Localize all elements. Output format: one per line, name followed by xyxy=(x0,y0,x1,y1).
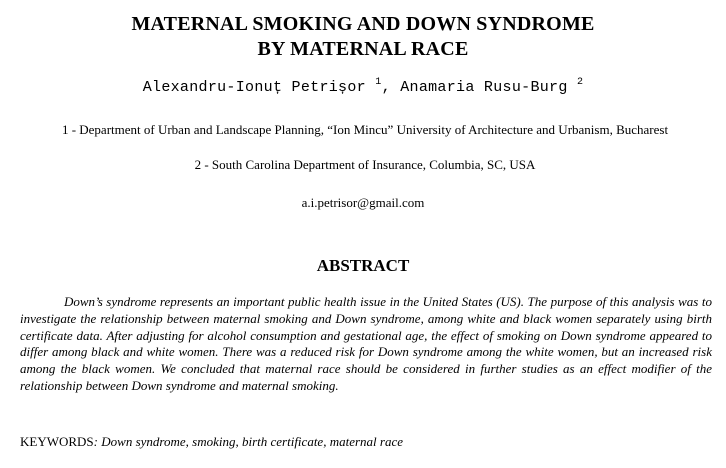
keywords-list: Down syndrome, smoking, birth certificate, maternal race xyxy=(98,434,403,449)
keywords-separator: : xyxy=(93,434,99,449)
paper-title-line-1: MATERNAL SMOKING AND DOWN SYNDROME xyxy=(131,13,595,35)
contact-email: a.i.petrisor@gmail.com xyxy=(301,195,425,210)
affiliation-mark: 1 xyxy=(375,77,382,88)
abstract-heading: ABSTRACT xyxy=(316,256,410,275)
abstract-body: Down’s syndrome represents an important public health issue in the United States (US). The purpose of this analysis was to investigate the relationship between maternal smoking and Down syndrome, among white and black women separately using birth certificate data. After adjusting for alcohol consumption and gestational age, the effect of smoking on Down syndrome appeared to differ among black and white women. There was a reduced risk for Down syndrome among the white women, but an increased risk among the black women. We concluded that maternal race should be considered in further studies as an effect modifier of the relationship between Down syndrome and maternal smoking. xyxy=(20,294,712,393)
paper-title-line-2: BY MATERNAL RACE xyxy=(257,38,469,60)
author-name: Alexandru-Ionuț Petrișor xyxy=(142,79,366,96)
author-separator: , xyxy=(381,79,391,96)
author-list xyxy=(0,78,726,98)
affiliation-mark: 2 xyxy=(576,77,584,88)
affiliation-2: 2 - South Carolina Department of Insurance, Columbia, SC, USA xyxy=(194,157,536,172)
author-name: Anamaria Rusu-Burg xyxy=(400,79,568,96)
keywords-line xyxy=(20,433,712,451)
affiliation-1: 1 - Department of Urban and Landscape Planning, “Ion Mincu” University of Architecture and Urbanism, Bucharest xyxy=(61,122,669,137)
keywords-label: KEYWORDS xyxy=(20,434,94,449)
